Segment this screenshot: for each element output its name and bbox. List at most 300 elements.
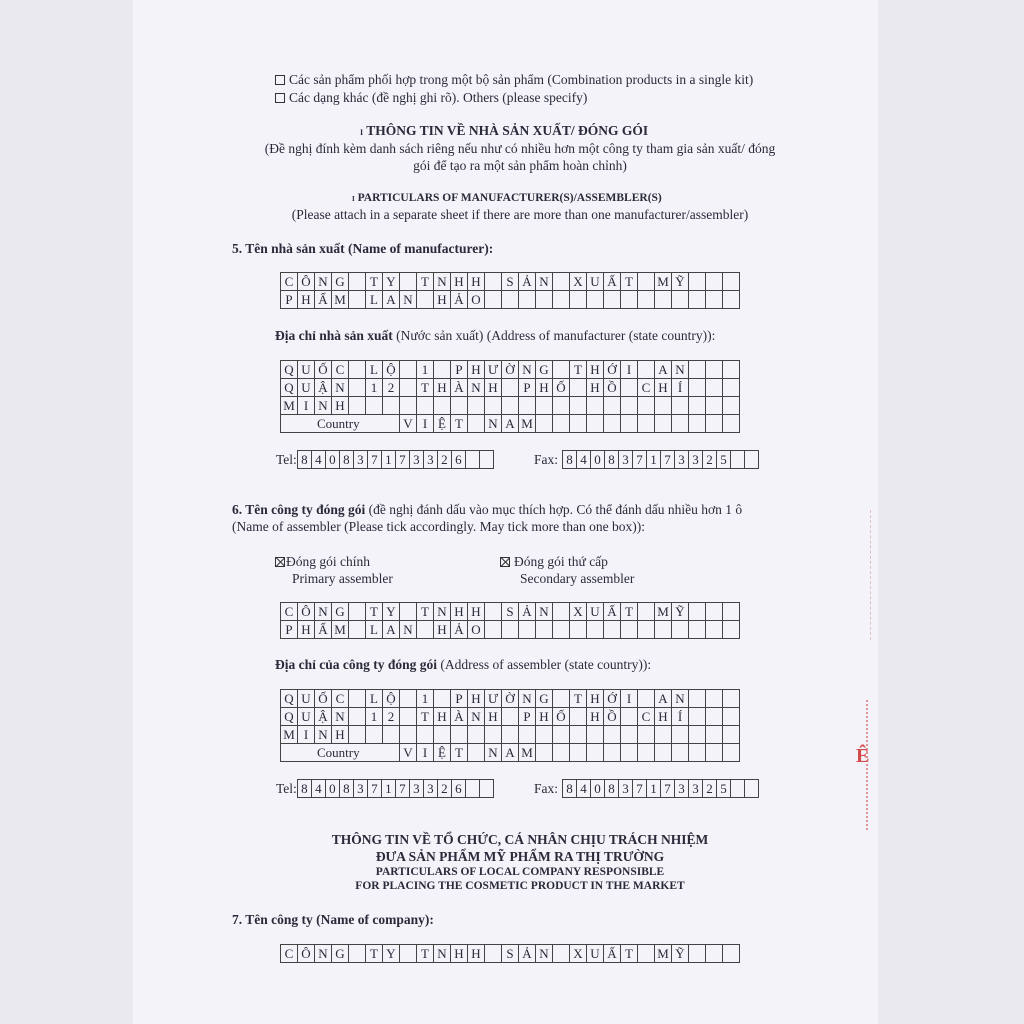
digit-cell[interactable]: 7: [367, 451, 381, 469]
grid-cell[interactable]: [349, 945, 366, 963]
company-name-grid[interactable]: [280, 944, 740, 963]
grid-cell[interactable]: H: [434, 621, 451, 639]
country-cell[interactable]: [604, 744, 621, 762]
digit-cell[interactable]: 3: [409, 780, 423, 798]
country-cell[interactable]: M: [519, 415, 536, 433]
grid-cell[interactable]: N: [519, 361, 536, 379]
grid-cell[interactable]: M: [281, 397, 298, 415]
grid-cell[interactable]: [723, 726, 740, 744]
country-cell[interactable]: Ệ: [434, 744, 451, 762]
country-cell[interactable]: [638, 415, 655, 433]
grid-cell[interactable]: [689, 361, 706, 379]
country-cell[interactable]: V: [400, 744, 417, 762]
grid-cell[interactable]: [553, 273, 570, 291]
grid-cell[interactable]: H: [655, 708, 672, 726]
grid-cell[interactable]: [655, 397, 672, 415]
grid-cell[interactable]: O: [468, 621, 485, 639]
digit-cell[interactable]: 4: [311, 451, 325, 469]
grid-cell[interactable]: [519, 726, 536, 744]
digit-cell[interactable]: [745, 780, 759, 798]
grid-cell[interactable]: [502, 379, 519, 397]
grid-cell[interactable]: N: [315, 945, 332, 963]
grid-cell[interactable]: [621, 621, 638, 639]
country-cell[interactable]: Ệ: [434, 415, 451, 433]
country-cell[interactable]: [655, 744, 672, 762]
grid-cell[interactable]: A: [383, 621, 400, 639]
digit-cell[interactable]: 2: [437, 451, 451, 469]
grid-cell[interactable]: N: [536, 603, 553, 621]
grid-cell[interactable]: L: [366, 690, 383, 708]
grid-cell[interactable]: Y: [383, 273, 400, 291]
grid-cell[interactable]: [570, 291, 587, 309]
digit-cell[interactable]: 2: [437, 780, 451, 798]
grid-cell[interactable]: Ô: [298, 945, 315, 963]
grid-cell[interactable]: [349, 379, 366, 397]
grid-cell[interactable]: H: [587, 361, 604, 379]
grid-cell[interactable]: [723, 945, 740, 963]
grid-cell[interactable]: [349, 397, 366, 415]
grid-cell[interactable]: H: [587, 690, 604, 708]
grid-cell[interactable]: [570, 708, 587, 726]
grid-cell[interactable]: N: [434, 273, 451, 291]
grid-cell[interactable]: H: [485, 379, 502, 397]
digit-cell[interactable]: 2: [703, 780, 717, 798]
grid-cell[interactable]: [553, 621, 570, 639]
country-cell[interactable]: [723, 415, 740, 433]
grid-cell[interactable]: G: [536, 361, 553, 379]
grid-cell[interactable]: [706, 379, 723, 397]
grid-cell[interactable]: Q: [281, 379, 298, 397]
grid-cell[interactable]: [638, 291, 655, 309]
grid-cell[interactable]: [723, 291, 740, 309]
grid-cell[interactable]: M: [655, 945, 672, 963]
country-cell[interactable]: [672, 744, 689, 762]
grid-cell[interactable]: [400, 603, 417, 621]
grid-cell[interactable]: N: [672, 690, 689, 708]
grid-cell[interactable]: G: [332, 273, 349, 291]
grid-cell[interactable]: N: [519, 690, 536, 708]
country-cell[interactable]: T: [451, 415, 468, 433]
grid-cell[interactable]: H: [298, 621, 315, 639]
grid-cell[interactable]: À: [451, 708, 468, 726]
grid-cell[interactable]: Ỹ: [672, 273, 689, 291]
grid-cell[interactable]: C: [281, 273, 298, 291]
manufacturer-fax-field[interactable]: [563, 451, 759, 469]
grid-cell[interactable]: T: [570, 361, 587, 379]
grid-cell[interactable]: H: [468, 361, 485, 379]
digit-cell[interactable]: 4: [577, 780, 591, 798]
grid-cell[interactable]: Q: [281, 690, 298, 708]
grid-cell[interactable]: I: [621, 690, 638, 708]
digit-cell[interactable]: 8: [563, 451, 577, 469]
grid-cell[interactable]: G: [332, 945, 349, 963]
grid-cell[interactable]: N: [400, 621, 417, 639]
grid-cell[interactable]: N: [315, 273, 332, 291]
grid-cell[interactable]: T: [366, 603, 383, 621]
digit-cell[interactable]: 7: [633, 780, 647, 798]
grid-cell[interactable]: Ớ: [604, 361, 621, 379]
country-cell[interactable]: [672, 415, 689, 433]
grid-cell[interactable]: [349, 690, 366, 708]
grid-cell[interactable]: Ư: [485, 690, 502, 708]
country-cell[interactable]: I: [417, 744, 434, 762]
grid-cell[interactable]: U: [587, 603, 604, 621]
country-cell[interactable]: [621, 415, 638, 433]
grid-cell[interactable]: 1: [366, 379, 383, 397]
grid-cell[interactable]: [485, 945, 502, 963]
grid-cell[interactable]: H: [536, 379, 553, 397]
grid-cell[interactable]: [706, 397, 723, 415]
digit-cell[interactable]: 7: [367, 780, 381, 798]
digit-cell[interactable]: 5: [717, 780, 731, 798]
country-cell[interactable]: [706, 744, 723, 762]
country-cell[interactable]: [587, 744, 604, 762]
grid-cell[interactable]: G: [332, 603, 349, 621]
digit-cell[interactable]: 6: [451, 780, 465, 798]
grid-cell[interactable]: H: [655, 379, 672, 397]
grid-cell[interactable]: Y: [383, 603, 400, 621]
grid-cell[interactable]: [400, 945, 417, 963]
country-cell[interactable]: A: [502, 744, 519, 762]
grid-cell[interactable]: N: [468, 708, 485, 726]
grid-cell[interactable]: [400, 690, 417, 708]
grid-cell[interactable]: [417, 621, 434, 639]
grid-cell[interactable]: M: [332, 291, 349, 309]
grid-cell[interactable]: [706, 726, 723, 744]
grid-cell[interactable]: [502, 621, 519, 639]
grid-cell[interactable]: [604, 621, 621, 639]
grid-cell[interactable]: [502, 726, 519, 744]
digit-cell[interactable]: [745, 451, 759, 469]
assembler-name-grid[interactable]: [280, 602, 740, 639]
grid-cell[interactable]: H: [451, 603, 468, 621]
grid-cell[interactable]: [621, 291, 638, 309]
grid-cell[interactable]: [400, 273, 417, 291]
grid-cell[interactable]: 2: [383, 708, 400, 726]
grid-cell[interactable]: [349, 621, 366, 639]
grid-cell[interactable]: T: [417, 603, 434, 621]
grid-cell[interactable]: T: [621, 603, 638, 621]
country-cell[interactable]: [723, 744, 740, 762]
grid-cell[interactable]: [519, 291, 536, 309]
grid-cell[interactable]: N: [400, 291, 417, 309]
country-cell[interactable]: [638, 744, 655, 762]
grid-cell[interactable]: [434, 361, 451, 379]
country-cell[interactable]: [536, 744, 553, 762]
grid-cell[interactable]: [400, 379, 417, 397]
grid-cell[interactable]: Q: [281, 361, 298, 379]
grid-cell[interactable]: O: [468, 291, 485, 309]
grid-cell[interactable]: [689, 379, 706, 397]
grid-cell[interactable]: P: [519, 379, 536, 397]
digit-cell[interactable]: 8: [605, 451, 619, 469]
grid-cell[interactable]: L: [366, 361, 383, 379]
grid-cell[interactable]: L: [366, 621, 383, 639]
country-cell[interactable]: [468, 744, 485, 762]
country-cell[interactable]: [587, 415, 604, 433]
digit-cell[interactable]: 7: [661, 451, 675, 469]
grid-cell[interactable]: [689, 945, 706, 963]
digit-cell[interactable]: 0: [591, 451, 605, 469]
grid-cell[interactable]: [689, 708, 706, 726]
grid-cell[interactable]: [519, 621, 536, 639]
grid-cell[interactable]: Ố: [315, 361, 332, 379]
grid-cell[interactable]: 2: [383, 379, 400, 397]
grid-cell[interactable]: H: [434, 379, 451, 397]
digit-cell[interactable]: [465, 780, 479, 798]
digit-cell[interactable]: 4: [577, 451, 591, 469]
grid-cell[interactable]: T: [366, 945, 383, 963]
grid-cell[interactable]: [689, 621, 706, 639]
grid-cell[interactable]: H: [587, 379, 604, 397]
digit-cell[interactable]: 8: [297, 780, 311, 798]
assembler-fax-field[interactable]: [563, 780, 759, 798]
manufacturer-name-grid[interactable]: [280, 272, 740, 309]
country-cell[interactable]: [468, 415, 485, 433]
grid-cell[interactable]: [587, 726, 604, 744]
grid-cell[interactable]: M: [332, 621, 349, 639]
country-cell[interactable]: M: [519, 744, 536, 762]
grid-cell[interactable]: [706, 708, 723, 726]
grid-cell[interactable]: [655, 291, 672, 309]
grid-cell[interactable]: [689, 690, 706, 708]
grid-cell[interactable]: [536, 291, 553, 309]
grid-cell[interactable]: [434, 397, 451, 415]
grid-cell[interactable]: Y: [383, 945, 400, 963]
grid-cell[interactable]: [706, 621, 723, 639]
grid-cell[interactable]: Ồ: [604, 379, 621, 397]
grid-cell[interactable]: [672, 621, 689, 639]
country-cell[interactable]: [536, 415, 553, 433]
grid-cell[interactable]: U: [298, 379, 315, 397]
grid-cell[interactable]: [553, 361, 570, 379]
grid-cell[interactable]: [655, 621, 672, 639]
grid-cell[interactable]: [400, 361, 417, 379]
grid-cell[interactable]: Ỹ: [672, 945, 689, 963]
grid-cell[interactable]: [366, 726, 383, 744]
grid-cell[interactable]: [417, 291, 434, 309]
digit-cell[interactable]: 3: [689, 451, 703, 469]
grid-cell[interactable]: [706, 690, 723, 708]
grid-cell[interactable]: P: [451, 690, 468, 708]
grid-cell[interactable]: 1: [417, 361, 434, 379]
digit-cell[interactable]: 3: [619, 780, 633, 798]
grid-cell[interactable]: [349, 603, 366, 621]
grid-cell[interactable]: [723, 379, 740, 397]
grid-cell[interactable]: [349, 291, 366, 309]
grid-cell[interactable]: [638, 726, 655, 744]
grid-cell[interactable]: [672, 291, 689, 309]
manufacturer-tel-field[interactable]: [297, 451, 493, 469]
grid-cell[interactable]: U: [298, 708, 315, 726]
grid-cell[interactable]: Ậ: [315, 708, 332, 726]
grid-cell[interactable]: H: [468, 603, 485, 621]
grid-cell[interactable]: P: [281, 291, 298, 309]
digit-cell[interactable]: 8: [563, 780, 577, 798]
grid-cell[interactable]: [553, 945, 570, 963]
country-cell[interactable]: [570, 415, 587, 433]
country-cell[interactable]: N: [485, 415, 502, 433]
grid-cell[interactable]: N: [536, 273, 553, 291]
grid-cell[interactable]: [638, 945, 655, 963]
country-cell[interactable]: A: [502, 415, 519, 433]
grid-cell[interactable]: [723, 690, 740, 708]
grid-cell[interactable]: C: [332, 690, 349, 708]
grid-cell[interactable]: N: [468, 379, 485, 397]
grid-cell[interactable]: [689, 726, 706, 744]
grid-cell[interactable]: Ả: [451, 291, 468, 309]
grid-cell[interactable]: M: [655, 603, 672, 621]
grid-cell[interactable]: L: [366, 291, 383, 309]
grid-cell[interactable]: [672, 726, 689, 744]
country-cell[interactable]: [570, 744, 587, 762]
grid-cell[interactable]: C: [332, 361, 349, 379]
grid-cell[interactable]: T: [417, 273, 434, 291]
grid-cell[interactable]: [638, 397, 655, 415]
grid-cell[interactable]: [706, 273, 723, 291]
grid-cell[interactable]: H: [468, 690, 485, 708]
grid-cell[interactable]: P: [451, 361, 468, 379]
grid-cell[interactable]: [485, 726, 502, 744]
grid-cell[interactable]: U: [298, 690, 315, 708]
grid-cell[interactable]: X: [570, 273, 587, 291]
grid-cell[interactable]: Ả: [519, 945, 536, 963]
grid-cell[interactable]: [604, 291, 621, 309]
grid-cell[interactable]: Ô: [298, 273, 315, 291]
grid-cell[interactable]: X: [570, 603, 587, 621]
country-cell[interactable]: [553, 415, 570, 433]
grid-cell[interactable]: Ộ: [383, 690, 400, 708]
grid-cell[interactable]: [400, 397, 417, 415]
kit-checkbox[interactable]: [275, 75, 285, 85]
grid-cell[interactable]: Ư: [485, 361, 502, 379]
grid-cell[interactable]: Í: [672, 708, 689, 726]
digit-cell[interactable]: 0: [591, 780, 605, 798]
grid-cell[interactable]: T: [417, 708, 434, 726]
grid-cell[interactable]: U: [298, 361, 315, 379]
grid-cell[interactable]: À: [451, 379, 468, 397]
digit-cell[interactable]: [465, 451, 479, 469]
grid-cell[interactable]: [689, 291, 706, 309]
grid-cell[interactable]: [706, 603, 723, 621]
country-cell[interactable]: N: [485, 744, 502, 762]
grid-cell[interactable]: T: [417, 945, 434, 963]
grid-cell[interactable]: Ấ: [604, 273, 621, 291]
grid-cell[interactable]: A: [655, 690, 672, 708]
grid-cell[interactable]: N: [315, 726, 332, 744]
country-cell[interactable]: [553, 744, 570, 762]
grid-cell[interactable]: Ớ: [604, 690, 621, 708]
grid-cell[interactable]: [570, 379, 587, 397]
digit-cell[interactable]: 1: [381, 780, 395, 798]
grid-cell[interactable]: [434, 690, 451, 708]
digit-cell[interactable]: 3: [423, 780, 437, 798]
grid-cell[interactable]: [536, 726, 553, 744]
grid-cell[interactable]: [638, 361, 655, 379]
grid-cell[interactable]: [553, 291, 570, 309]
grid-cell[interactable]: Ỹ: [672, 603, 689, 621]
grid-cell[interactable]: Ô: [298, 603, 315, 621]
grid-cell[interactable]: [349, 708, 366, 726]
grid-cell[interactable]: [587, 621, 604, 639]
secondary-assembler-checkbox[interactable]: [500, 557, 510, 567]
digit-cell[interactable]: 0: [325, 780, 339, 798]
grid-cell[interactable]: [706, 945, 723, 963]
digit-cell[interactable]: [731, 780, 745, 798]
grid-cell[interactable]: P: [519, 708, 536, 726]
digit-cell[interactable]: 6: [451, 451, 465, 469]
grid-cell[interactable]: H: [451, 945, 468, 963]
manufacturer-address-grid[interactable]: [280, 360, 740, 433]
digit-cell[interactable]: 1: [647, 451, 661, 469]
country-cell[interactable]: [706, 415, 723, 433]
grid-cell[interactable]: T: [417, 379, 434, 397]
grid-cell[interactable]: [553, 603, 570, 621]
grid-cell[interactable]: [417, 726, 434, 744]
grid-cell[interactable]: [570, 397, 587, 415]
grid-cell[interactable]: H: [434, 291, 451, 309]
digit-cell[interactable]: [479, 451, 493, 469]
grid-cell[interactable]: [689, 273, 706, 291]
digit-cell[interactable]: 3: [675, 780, 689, 798]
grid-cell[interactable]: Ả: [519, 273, 536, 291]
country-cell[interactable]: [689, 744, 706, 762]
grid-cell[interactable]: H: [587, 708, 604, 726]
grid-cell[interactable]: [723, 361, 740, 379]
grid-cell[interactable]: N: [315, 603, 332, 621]
grid-cell[interactable]: H: [332, 726, 349, 744]
grid-cell[interactable]: H: [468, 945, 485, 963]
grid-cell[interactable]: [723, 708, 740, 726]
digit-cell[interactable]: 4: [311, 780, 325, 798]
grid-cell[interactable]: [468, 397, 485, 415]
grid-cell[interactable]: [604, 397, 621, 415]
grid-cell[interactable]: I: [621, 361, 638, 379]
grid-cell[interactable]: A: [383, 291, 400, 309]
digit-cell[interactable]: 7: [395, 780, 409, 798]
grid-cell[interactable]: [570, 621, 587, 639]
country-cell[interactable]: V: [400, 415, 417, 433]
grid-cell[interactable]: T: [570, 690, 587, 708]
grid-cell[interactable]: [502, 397, 519, 415]
digit-cell[interactable]: 3: [675, 451, 689, 469]
assembler-tel-field[interactable]: [297, 780, 493, 798]
grid-cell[interactable]: [451, 397, 468, 415]
digit-cell[interactable]: [731, 451, 745, 469]
grid-cell[interactable]: [400, 708, 417, 726]
grid-cell[interactable]: [706, 291, 723, 309]
others-checkbox[interactable]: [275, 93, 285, 103]
grid-cell[interactable]: N: [536, 945, 553, 963]
grid-cell[interactable]: H: [468, 273, 485, 291]
digit-cell[interactable]: 8: [297, 451, 311, 469]
grid-cell[interactable]: [553, 690, 570, 708]
digit-cell[interactable]: 3: [689, 780, 703, 798]
digit-cell[interactable]: 7: [661, 780, 675, 798]
grid-cell[interactable]: S: [502, 945, 519, 963]
digit-cell[interactable]: 3: [353, 451, 367, 469]
digit-cell[interactable]: 8: [339, 780, 353, 798]
primary-assembler-checkbox[interactable]: [275, 557, 285, 567]
grid-cell[interactable]: [723, 603, 740, 621]
grid-cell[interactable]: [502, 708, 519, 726]
digit-cell[interactable]: 8: [339, 451, 353, 469]
grid-cell[interactable]: [621, 708, 638, 726]
grid-cell[interactable]: C: [638, 379, 655, 397]
grid-cell[interactable]: M: [281, 726, 298, 744]
grid-cell[interactable]: Ấ: [604, 945, 621, 963]
grid-cell[interactable]: U: [587, 273, 604, 291]
